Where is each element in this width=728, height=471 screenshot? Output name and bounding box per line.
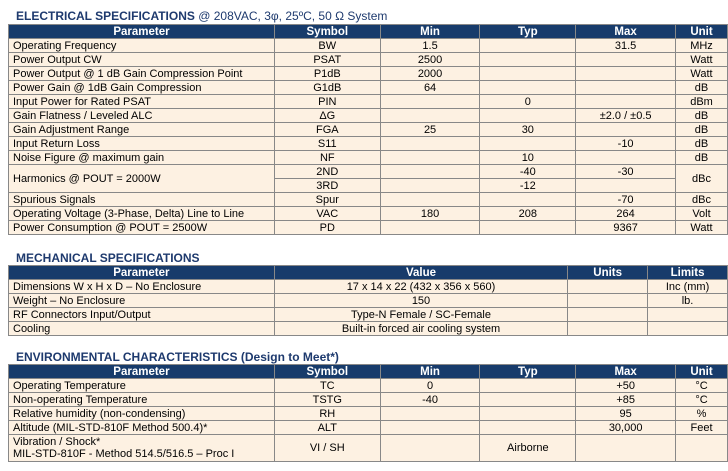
cell-min [380, 435, 480, 462]
table-row [9, 207, 728, 221]
electrical-table [8, 24, 728, 235]
table-header-row [9, 365, 728, 379]
cell-parameter: Weight – No Enclosure [9, 294, 275, 308]
mechanical-title: MECHANICAL SPECIFICATIONS [16, 251, 200, 265]
col-header: Symbol [274, 365, 380, 379]
cell-typ [480, 421, 576, 435]
cell-min [380, 421, 480, 435]
col-header: Units [568, 266, 648, 280]
cell-parameter: Noise Figure @ maximum gain [9, 151, 275, 165]
cell-symbol: ΔG [274, 109, 380, 123]
cell-parameter: Power Gain @ 1dB Gain Compression [9, 81, 275, 95]
cell-unit: Feet [676, 421, 728, 435]
table-row [9, 81, 728, 95]
cell-unit: dBc [676, 165, 728, 193]
cell-units [568, 322, 648, 336]
cell-min [380, 109, 480, 123]
cell-unit: °C [676, 393, 728, 407]
table-row [9, 221, 728, 235]
cell-typ [480, 407, 576, 421]
cell-parameter [9, 435, 275, 462]
cell-parameter: Non-operating Temperature [9, 393, 275, 407]
col-header: Limits [648, 266, 728, 280]
cell-symbol: NF [274, 151, 380, 165]
cell-unit: Watt [676, 53, 728, 67]
cell-unit: Watt [676, 221, 728, 235]
col-header: Min [380, 365, 480, 379]
cell-value: Type-N Female / SC-Female [274, 308, 568, 322]
cell-typ [480, 81, 576, 95]
cell-unit: Watt [676, 67, 728, 81]
table-row [9, 151, 728, 165]
cell-max: 95 [576, 407, 676, 421]
col-header: Min [380, 25, 480, 39]
cell-max: +85 [576, 393, 676, 407]
cell-min [380, 137, 480, 151]
cell-min: 2000 [380, 67, 480, 81]
table-header-row [9, 266, 728, 280]
cell-min [380, 165, 480, 179]
cell-typ [480, 109, 576, 123]
table-row [9, 280, 728, 294]
cell-typ: 30 [480, 123, 576, 137]
cell-value: 150 [274, 294, 568, 308]
cell-min [380, 193, 480, 207]
col-header: Max [576, 365, 676, 379]
cell-typ [480, 67, 576, 81]
cell-max [576, 67, 676, 81]
cell-typ: 10 [480, 151, 576, 165]
cell-symbol: Spur [274, 193, 380, 207]
table-row [9, 123, 728, 137]
col-header: Parameter [9, 25, 275, 39]
cell-max [576, 53, 676, 67]
cell-unit [676, 435, 728, 462]
cell-symbol: 3RD [274, 179, 380, 193]
table-row [9, 95, 728, 109]
cell-parameter: Power Consumption @ POUT = 2500W [9, 221, 275, 235]
cell-value: Built-in forced air cooling system [274, 322, 568, 336]
table-row [9, 109, 728, 123]
mechanical-table [8, 265, 728, 336]
cell-unit: dB [676, 109, 728, 123]
environmental-table [8, 364, 728, 462]
cell-symbol: P1dB [274, 67, 380, 81]
table-row [9, 193, 728, 207]
cell-value: 17 x 14 x 22 (432 x 356 x 560) [274, 280, 568, 294]
cell-max: +50 [576, 379, 676, 393]
cell-max [576, 123, 676, 137]
cell-limits: lb. [648, 294, 728, 308]
table-header-row [9, 25, 728, 39]
cell-min [380, 221, 480, 235]
cell-min: 180 [380, 207, 480, 221]
cell-symbol: RH [274, 407, 380, 421]
cell-typ: -12 [480, 179, 576, 193]
cell-unit: dB [676, 151, 728, 165]
cell-unit: Volt [676, 207, 728, 221]
environmental-title: ENVIRONMENTAL CHARACTERISTICS (Design to Meet*) [16, 350, 339, 364]
cell-parameter: Power Output @ 1 dB Gain Compression Point [9, 67, 275, 81]
table-row [9, 393, 728, 407]
cell-unit: dB [676, 123, 728, 137]
cell-symbol: PIN [274, 95, 380, 109]
cell-min [380, 179, 480, 193]
table-row [9, 407, 728, 421]
vibration-row [9, 435, 728, 462]
cell-units [568, 280, 648, 294]
cell-limits [648, 308, 728, 322]
col-header: Unit [676, 365, 728, 379]
col-header: Symbol [274, 25, 380, 39]
cell-typ [480, 393, 576, 407]
cell-max: 30,000 [576, 421, 676, 435]
cell-parameter: Altitude (MIL-STD-810F Method 500.4)* [9, 421, 275, 435]
cell-parameter: Spurious Signals [9, 193, 275, 207]
cell-parameter: Input Return Loss [9, 137, 275, 151]
cell-min [380, 95, 480, 109]
col-header: Typ [480, 365, 576, 379]
cell-limits [648, 322, 728, 336]
cell-max: -10 [576, 137, 676, 151]
cell-max: 9367 [576, 221, 676, 235]
cell-max: 31.5 [576, 39, 676, 53]
cell-symbol: VAC [274, 207, 380, 221]
cell-unit: dB [676, 137, 728, 151]
cell-max: -70 [576, 193, 676, 207]
cell-typ: 208 [480, 207, 576, 221]
cell-parameter: Gain Flatness / Leveled ALC [9, 109, 275, 123]
cell-typ [480, 379, 576, 393]
cell-max [576, 81, 676, 95]
cell-max: -30 [576, 165, 676, 179]
cell-min [380, 151, 480, 165]
cell-max: 264 [576, 207, 676, 221]
cell-parameter: Operating Voltage (3-Phase, Delta) Line to Line [9, 207, 275, 221]
electrical-title: ELECTRICAL SPECIFICATIONS @ 208VAC, 3φ, 25ºC, 50 Ω System [16, 9, 388, 23]
table-row [9, 294, 728, 308]
cell-unit: dBc [676, 193, 728, 207]
harmonics-row [9, 165, 728, 179]
cell-symbol: ALT [274, 421, 380, 435]
cell-typ [480, 221, 576, 235]
cell-symbol: S11 [274, 137, 380, 151]
cell-typ [480, 193, 576, 207]
cell-typ: -40 [480, 165, 576, 179]
cell-parameter: Input Power for Rated PSAT [9, 95, 275, 109]
cell-max [576, 435, 676, 462]
col-header: Typ [480, 25, 576, 39]
col-header: Value [274, 266, 568, 280]
cell-symbol: FGA [274, 123, 380, 137]
cell-typ: Airborne [480, 435, 576, 462]
cell-min [380, 407, 480, 421]
table-row [9, 67, 728, 81]
cell-max [576, 179, 676, 193]
cell-max: ±2.0 / ±0.5 [576, 109, 676, 123]
table-row [9, 322, 728, 336]
cell-symbol: VI / SH [274, 435, 380, 462]
cell-units [568, 294, 648, 308]
cell-symbol: G1dB [274, 81, 380, 95]
vibration-line-2: MIL-STD-810F - Method 514.5/516.5 – Proc I [13, 448, 235, 460]
cell-typ [480, 137, 576, 151]
cell-min: 1.5 [380, 39, 480, 53]
cell-unit: dB [676, 81, 728, 95]
cell-parameter: Cooling [9, 322, 275, 336]
col-header: Parameter [9, 266, 275, 280]
cell-typ [480, 39, 576, 53]
cell-parameter: Power Output CW [9, 53, 275, 67]
cell-symbol: BW [274, 39, 380, 53]
cell-unit: MHz [676, 39, 728, 53]
cell-symbol: TSTG [274, 393, 380, 407]
table-row [9, 421, 728, 435]
table-row [9, 53, 728, 67]
cell-min: -40 [380, 393, 480, 407]
cell-symbol: TC [274, 379, 380, 393]
table-row [9, 308, 728, 322]
cell-typ [480, 53, 576, 67]
cell-units [568, 308, 648, 322]
col-header: Unit [676, 25, 728, 39]
cell-unit: % [676, 407, 728, 421]
cell-max [576, 95, 676, 109]
cell-parameter: Dimensions W x H x D – No Enclosure [9, 280, 275, 294]
cell-min: 64 [380, 81, 480, 95]
table-row [9, 379, 728, 393]
cell-typ: 0 [480, 95, 576, 109]
table-row [9, 39, 728, 53]
table-row [9, 137, 728, 151]
cell-unit: dBm [676, 95, 728, 109]
cell-unit: °C [676, 379, 728, 393]
cell-symbol: 2ND [274, 165, 380, 179]
cell-parameter: Harmonics @ POUT = 2000W [9, 165, 275, 193]
cell-max [576, 151, 676, 165]
cell-parameter: Operating Frequency [9, 39, 275, 53]
col-header: Parameter [9, 365, 275, 379]
vibration-line-1: Vibration / Shock* [13, 436, 101, 448]
cell-limits: Inc (mm) [648, 280, 728, 294]
cell-symbol: PD [274, 221, 380, 235]
cell-parameter: Operating Temperature [9, 379, 275, 393]
cell-parameter: Gain Adjustment Range [9, 123, 275, 137]
cell-parameter: RF Connectors Input/Output [9, 308, 275, 322]
cell-min: 0 [380, 379, 480, 393]
cell-symbol: PSAT [274, 53, 380, 67]
cell-min: 2500 [380, 53, 480, 67]
col-header: Max [576, 25, 676, 39]
cell-min: 25 [380, 123, 480, 137]
cell-parameter: Relative humidity (non-condensing) [9, 407, 275, 421]
